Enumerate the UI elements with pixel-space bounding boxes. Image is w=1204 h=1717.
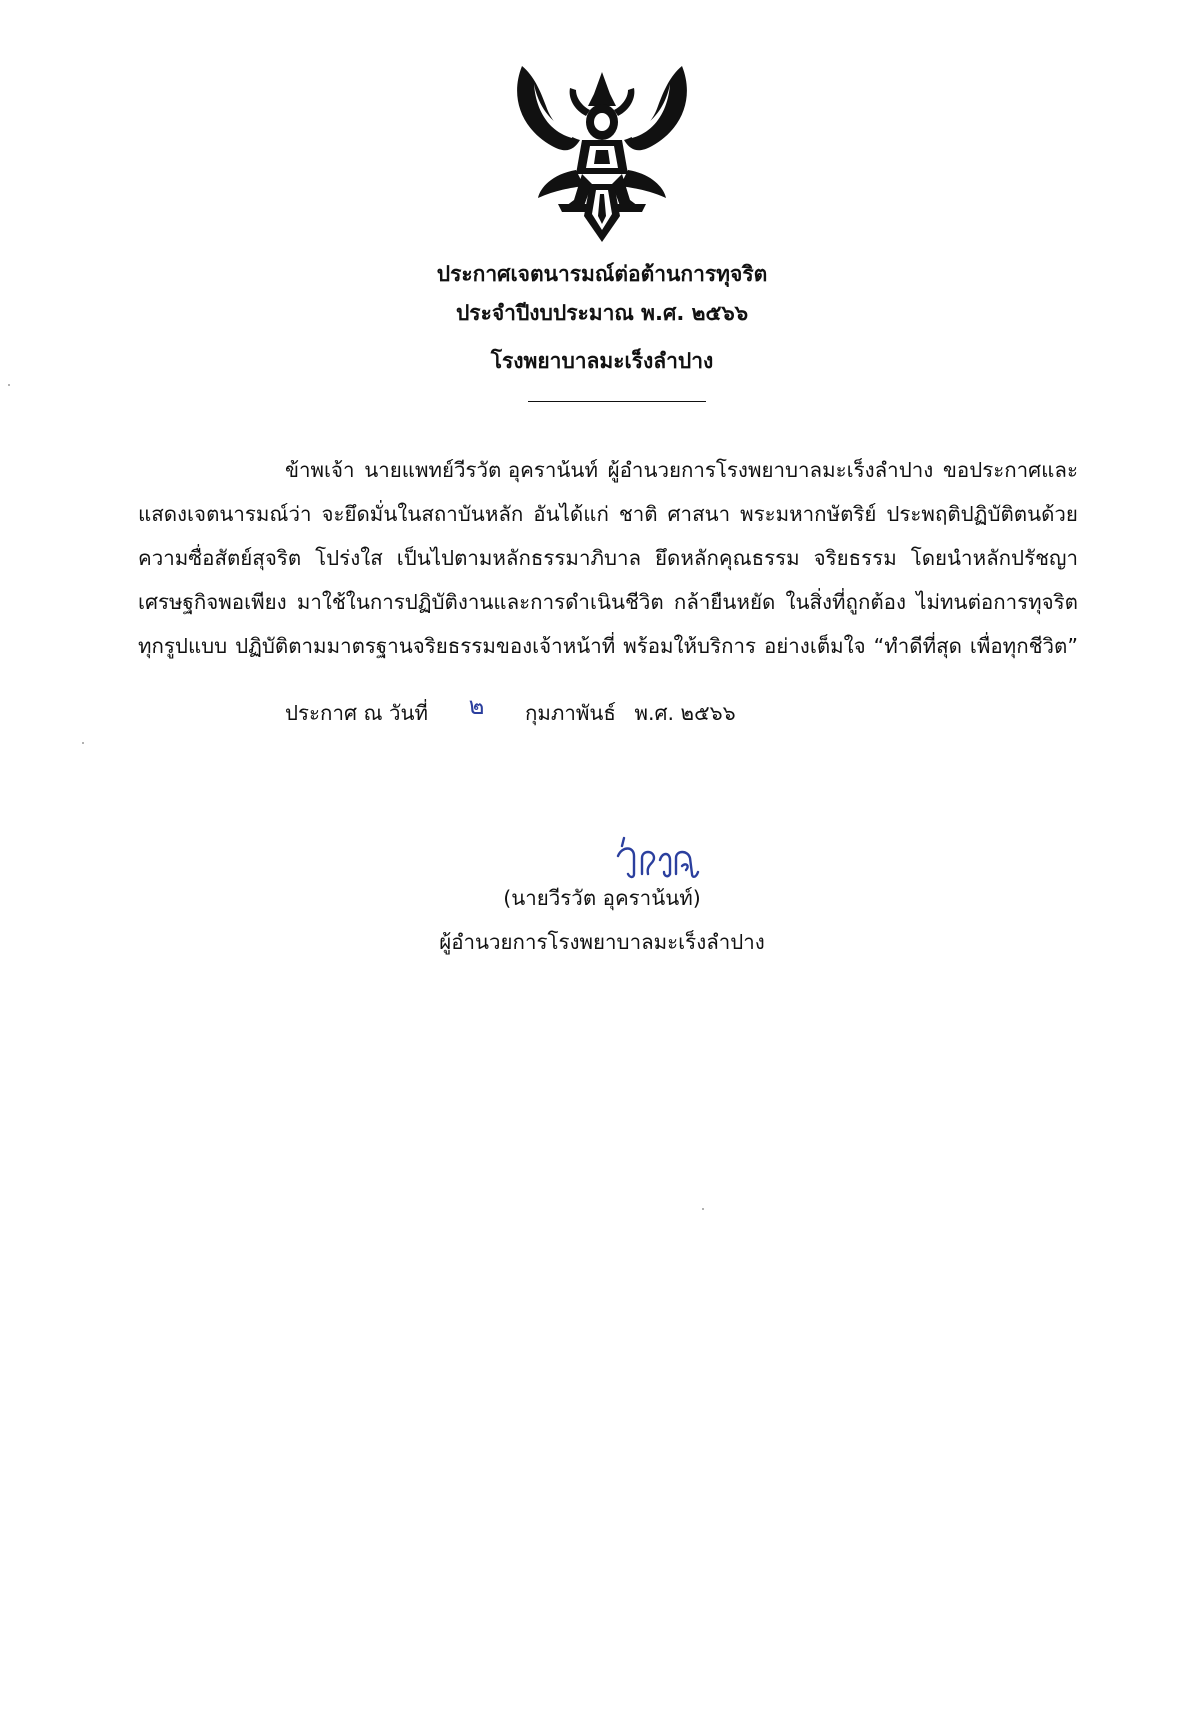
announcement-date	[285, 692, 736, 731]
title-line-3: โรงพยาบาลมะเร็งลำปาง	[490, 349, 714, 373]
title-line-2: ประจำปีงบประมาณ พ.ศ. ๒๕๖๖	[455, 301, 749, 325]
body-line-2: แสดงเจตนารมณ์ว่า จะยึดมั่นในสถาบันหลัก อันได้แก่ ชาติ ศาสนา พระมหากษัตริย์ ประพฤติปฏิบัติตนด้วย	[138, 502, 1078, 526]
scan-speck	[82, 742, 84, 744]
body-line-3: ความซื่อสัตย์สุจริต โปร่งใส เป็นไปตามหลักธรรมาภิบาล ยึดหลักคุณธรรม จริยธรรม โดยนำหลักปรัชญา	[138, 546, 1078, 570]
body-line-4: เศรษฐกิจพอเพียง มาใช้ในการปฏิบัติงานและการดำเนินชีวิต กล้ายืนหยัด ในสิ่งที่ถูกต้อง ไม่ทนต่อการทุจริต	[138, 590, 1078, 614]
date-month: กุมภาพันธ์	[524, 701, 616, 725]
scan-speck	[8, 384, 10, 386]
date-prefix: ประกาศ ณ วันที่	[285, 701, 429, 725]
handwritten-signature	[612, 832, 702, 884]
body-line-5: ทุกรูปแบบ ปฏิบัติตามมาตรฐานจริยธรรมของเจ้าหน้าที่ พร้อมให้บริการ อย่างเต็มใจ “ทำดีที่สุด เพื่อทุกชีวิต”	[138, 634, 1078, 658]
title-line-1: ประกาศเจตนารมณ์ต่อต้านการทุจริต	[436, 262, 768, 286]
date-day-handwritten: ๒	[468, 692, 485, 720]
date-year: พ.ศ. ๒๕๖๖	[634, 701, 736, 725]
scan-speck	[702, 1208, 704, 1210]
garuda-emblem-icon	[512, 66, 692, 246]
body-line-1: ข้าพเจ้า นายแพทย์วีรวัต อุคราน้นท์ ผู้อำนวยการโรงพยาบาลมะเร็งลำปาง ขอประกาศและ	[285, 458, 1078, 482]
title-divider	[528, 401, 706, 402]
signatory-name: (นายวีรวัต อุคราน้นท์)	[503, 886, 701, 910]
signatory-position: ผู้อำนวยการโรงพยาบาลมะเร็งลำปาง	[439, 930, 765, 954]
